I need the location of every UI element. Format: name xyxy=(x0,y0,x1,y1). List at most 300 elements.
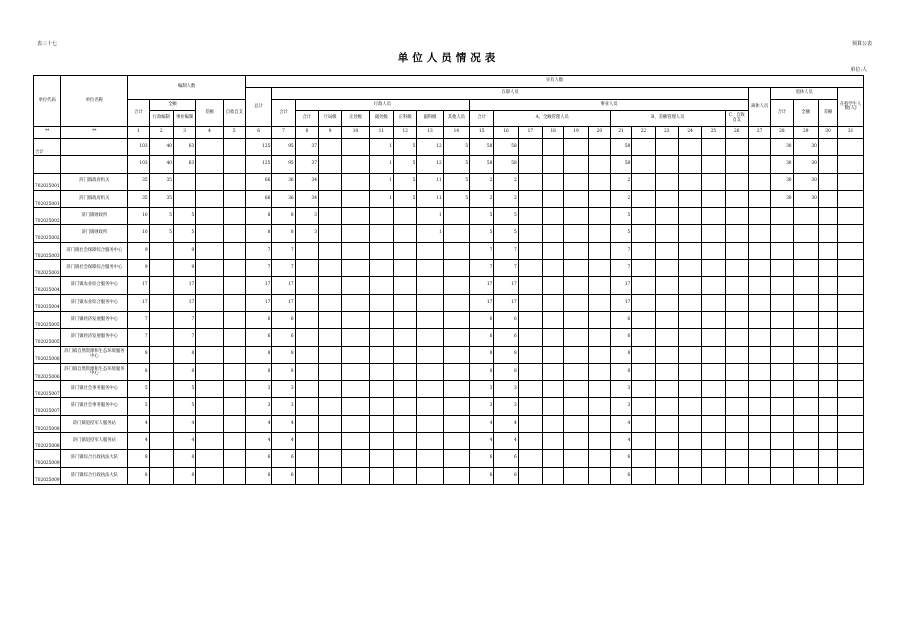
value-cell xyxy=(443,381,469,398)
value-cell xyxy=(838,433,864,450)
table-row xyxy=(34,311,864,328)
header-tingji: 厅局级 xyxy=(318,111,341,127)
value-cell xyxy=(223,433,245,450)
value-cell: 4 xyxy=(245,433,271,450)
value-cell: 17 xyxy=(610,277,631,294)
value-cell xyxy=(443,260,469,277)
value-cell xyxy=(702,242,725,259)
table-row xyxy=(34,450,864,467)
unit-name-cell: 浒门镇自然资源和生态环境服务中心 xyxy=(61,346,128,363)
value-cell: 7 xyxy=(470,242,494,259)
header-fuke: 副科级 xyxy=(417,111,443,127)
table-row xyxy=(34,208,864,225)
header-zhengke: 正科级 xyxy=(394,111,417,127)
value-cell xyxy=(748,363,770,380)
value-cell xyxy=(196,433,223,450)
value-cell xyxy=(564,450,588,467)
value-cell xyxy=(793,208,818,225)
value-cell: 8 xyxy=(245,346,271,363)
value-cell: 3 xyxy=(610,398,631,415)
value-cell xyxy=(543,139,564,156)
value-cell: 5 xyxy=(610,225,631,242)
value-cell xyxy=(838,450,864,467)
header-unit-name: 单位名称 xyxy=(61,76,128,127)
value-cell: 8 xyxy=(173,346,195,363)
value-cell: 8 xyxy=(128,346,149,363)
value-cell xyxy=(318,294,341,311)
value-cell xyxy=(588,139,610,156)
value-cell xyxy=(223,294,245,311)
value-cell xyxy=(564,433,588,450)
value-cell: 7 xyxy=(245,242,271,259)
value-cell xyxy=(702,277,725,294)
column-number: 23 xyxy=(655,127,678,139)
value-cell: 6 xyxy=(470,311,494,328)
value-cell xyxy=(748,190,770,207)
unit-code-cell: 702025002 xyxy=(34,208,61,225)
column-number: 14 xyxy=(443,127,469,139)
value-cell xyxy=(318,450,341,467)
value-cell: 4 xyxy=(173,415,195,432)
value-cell xyxy=(318,139,341,156)
value-cell: 35 xyxy=(149,190,173,207)
unit-name-cell xyxy=(61,156,128,173)
value-cell: 3 xyxy=(470,381,494,398)
value-cell xyxy=(295,363,318,380)
value-cell xyxy=(295,277,318,294)
value-cell xyxy=(748,139,770,156)
value-cell: 12 xyxy=(417,156,443,173)
value-cell: 30 xyxy=(771,173,793,190)
value-cell xyxy=(543,433,564,450)
value-cell xyxy=(588,173,610,190)
value-cell: 5 xyxy=(470,225,494,242)
value-cell xyxy=(793,467,818,484)
value-cell: 9 xyxy=(128,260,149,277)
value-cell xyxy=(342,381,369,398)
value-cell xyxy=(196,381,223,398)
value-cell: 8 xyxy=(245,225,271,242)
value-cell xyxy=(564,346,588,363)
value-cell: 7 xyxy=(173,311,195,328)
unit-code-cell: 702025007 xyxy=(34,381,61,398)
value-cell xyxy=(518,208,542,225)
header-zz-heji: 合计 xyxy=(272,100,295,127)
value-cell: 6 xyxy=(245,329,271,346)
value-cell xyxy=(838,173,864,190)
value-cell xyxy=(702,156,725,173)
value-cell: 7 xyxy=(494,260,518,277)
value-cell xyxy=(771,398,793,415)
value-cell xyxy=(196,329,223,346)
value-cell xyxy=(771,242,793,259)
value-cell xyxy=(518,156,542,173)
value-cell: 30 xyxy=(793,139,818,156)
value-cell xyxy=(702,139,725,156)
value-cell xyxy=(342,433,369,450)
value-cell: 66 xyxy=(245,190,271,207)
value-cell xyxy=(793,329,818,346)
value-cell: 35 xyxy=(149,173,173,190)
unit-name-cell: 浒门镇综合行政执法大队 xyxy=(61,467,128,484)
value-cell xyxy=(342,294,369,311)
table-row xyxy=(34,467,864,484)
value-cell: 17 xyxy=(173,294,195,311)
value-cell: 125 xyxy=(245,139,271,156)
value-cell: 5 xyxy=(470,208,494,225)
value-cell: 4 xyxy=(272,415,295,432)
value-cell xyxy=(564,242,588,259)
value-cell: 1 xyxy=(369,156,393,173)
value-cell: 5 xyxy=(173,208,195,225)
value-cell xyxy=(655,398,678,415)
value-cell xyxy=(342,363,369,380)
column-number: 20 xyxy=(588,127,610,139)
header-zaizhi: 在职人员 xyxy=(272,88,749,100)
value-cell: 8 xyxy=(128,467,149,484)
column-number: 6 xyxy=(245,127,271,139)
value-cell xyxy=(518,450,542,467)
value-cell xyxy=(702,173,725,190)
value-cell xyxy=(417,260,443,277)
value-cell: 5 xyxy=(443,139,469,156)
page-title: 单位人员情况表 xyxy=(397,52,500,64)
value-cell xyxy=(295,346,318,363)
value-cell xyxy=(818,398,837,415)
value-cell: 5 xyxy=(149,208,173,225)
value-cell: 2 xyxy=(494,190,518,207)
value-cell xyxy=(632,190,655,207)
value-cell xyxy=(678,450,701,467)
value-cell xyxy=(725,190,748,207)
value-cell: 5 xyxy=(494,208,518,225)
value-cell xyxy=(342,242,369,259)
value-cell xyxy=(838,190,864,207)
value-cell: 36 xyxy=(272,173,295,190)
table-row xyxy=(34,415,864,432)
value-cell xyxy=(149,242,173,259)
column-number: 16 xyxy=(494,127,518,139)
value-cell xyxy=(543,190,564,207)
value-cell xyxy=(655,329,678,346)
value-cell xyxy=(318,190,341,207)
value-cell xyxy=(632,329,655,346)
value-cell: 8 xyxy=(173,363,195,380)
value-cell xyxy=(394,346,417,363)
value-cell xyxy=(771,381,793,398)
column-number: 17 xyxy=(518,127,542,139)
value-cell xyxy=(818,277,837,294)
value-cell: 6 xyxy=(245,450,271,467)
value-cell: 1 xyxy=(369,173,393,190)
value-cell xyxy=(748,415,770,432)
column-number: 22 xyxy=(632,127,655,139)
value-cell xyxy=(318,277,341,294)
value-cell xyxy=(748,225,770,242)
value-cell xyxy=(564,173,588,190)
value-cell xyxy=(149,450,173,467)
value-cell xyxy=(748,173,770,190)
value-cell: 30 xyxy=(771,190,793,207)
header-zhengchu: 正处级 xyxy=(342,111,369,127)
value-cell xyxy=(173,173,195,190)
value-cell xyxy=(748,433,770,450)
value-cell xyxy=(149,311,173,328)
value-cell xyxy=(417,433,443,450)
value-cell: 3 xyxy=(272,381,295,398)
value-cell xyxy=(678,277,701,294)
value-cell: 6 xyxy=(470,467,494,484)
value-cell xyxy=(678,346,701,363)
value-cell xyxy=(543,450,564,467)
value-cell xyxy=(394,398,417,415)
value-cell xyxy=(443,346,469,363)
column-number: 8 xyxy=(295,127,318,139)
value-cell xyxy=(196,139,223,156)
header-quane: 全额 xyxy=(149,100,196,111)
value-cell: 9 xyxy=(128,242,149,259)
value-cell: 1 xyxy=(369,190,393,207)
value-cell: 37 xyxy=(295,139,318,156)
value-cell xyxy=(725,311,748,328)
value-cell xyxy=(543,294,564,311)
value-cell: 58 xyxy=(470,139,494,156)
value-cell: 40 xyxy=(149,156,173,173)
value-cell xyxy=(818,260,837,277)
value-cell: 5 xyxy=(128,381,149,398)
value-cell xyxy=(543,329,564,346)
value-cell xyxy=(771,415,793,432)
value-cell: 17 xyxy=(173,277,195,294)
value-cell xyxy=(342,415,369,432)
value-cell xyxy=(748,450,770,467)
value-cell xyxy=(632,173,655,190)
unit-code-cell: 702025006 xyxy=(34,363,61,380)
value-cell xyxy=(632,294,655,311)
value-cell xyxy=(725,467,748,484)
value-cell xyxy=(748,329,770,346)
value-cell xyxy=(223,415,245,432)
value-cell xyxy=(748,381,770,398)
value-cell xyxy=(443,415,469,432)
table-row xyxy=(34,398,864,415)
value-cell: 58 xyxy=(470,156,494,173)
value-cell xyxy=(564,294,588,311)
column-number: ** xyxy=(34,127,61,139)
value-cell xyxy=(443,363,469,380)
value-cell xyxy=(632,415,655,432)
value-cell xyxy=(588,260,610,277)
value-cell xyxy=(196,398,223,415)
column-number-row xyxy=(34,127,864,139)
value-cell: 5 xyxy=(443,156,469,173)
value-cell xyxy=(394,242,417,259)
value-cell: 5 xyxy=(128,398,149,415)
value-cell xyxy=(543,260,564,277)
column-number: 2 xyxy=(149,127,173,139)
value-cell xyxy=(394,450,417,467)
value-cell xyxy=(443,208,469,225)
value-cell: 17 xyxy=(470,294,494,311)
value-cell xyxy=(417,381,443,398)
value-cell: 17 xyxy=(494,294,518,311)
value-cell xyxy=(543,208,564,225)
table-number: 表三十七 xyxy=(37,41,58,47)
table-row xyxy=(34,329,864,346)
value-cell xyxy=(678,415,701,432)
value-cell xyxy=(223,225,245,242)
value-cell xyxy=(318,433,341,450)
value-cell xyxy=(632,277,655,294)
value-cell xyxy=(588,381,610,398)
value-cell xyxy=(196,208,223,225)
value-cell: 6 xyxy=(272,311,295,328)
value-cell xyxy=(771,294,793,311)
value-cell: 8 xyxy=(470,363,494,380)
table-row xyxy=(34,433,864,450)
value-cell xyxy=(771,346,793,363)
value-cell xyxy=(318,381,341,398)
value-cell xyxy=(702,225,725,242)
column-number: 26 xyxy=(725,127,748,139)
value-cell xyxy=(655,311,678,328)
unit-name-cell xyxy=(61,139,128,156)
value-cell: 6 xyxy=(470,329,494,346)
value-cell: 63 xyxy=(173,139,195,156)
value-cell: 7 xyxy=(494,242,518,259)
value-cell: 6 xyxy=(272,450,295,467)
value-cell: 1 xyxy=(369,139,393,156)
value-cell: 5 xyxy=(443,173,469,190)
value-cell: 34 xyxy=(295,173,318,190)
value-cell xyxy=(518,398,542,415)
value-cell xyxy=(725,277,748,294)
value-cell xyxy=(725,450,748,467)
value-cell xyxy=(394,433,417,450)
value-cell xyxy=(196,277,223,294)
value-cell: 6 xyxy=(610,450,631,467)
value-cell xyxy=(838,363,864,380)
budget-label: 预算公表 xyxy=(851,41,872,47)
value-cell xyxy=(588,208,610,225)
value-cell xyxy=(818,363,837,380)
unit-code-cell: 702025004 xyxy=(34,277,61,294)
value-cell xyxy=(223,242,245,259)
value-cell xyxy=(818,346,837,363)
value-cell: 5 xyxy=(173,225,195,242)
unit-name-cell: 浒门镇退役军人服务站 xyxy=(61,433,128,450)
value-cell xyxy=(564,208,588,225)
value-cell xyxy=(748,398,770,415)
value-cell xyxy=(838,398,864,415)
unit-name-cell: 浒门镇社会事务服务中心 xyxy=(61,398,128,415)
unit-code-cell: 702025002 xyxy=(34,225,61,242)
value-cell xyxy=(838,225,864,242)
column-number: 5 xyxy=(223,127,245,139)
value-cell: 5 xyxy=(149,225,173,242)
value-cell xyxy=(394,415,417,432)
value-cell xyxy=(223,363,245,380)
value-cell xyxy=(342,208,369,225)
value-cell xyxy=(342,450,369,467)
value-cell xyxy=(748,156,770,173)
value-cell: 8 xyxy=(173,450,195,467)
unit-name-cell: 浒门镇政府机关 xyxy=(61,190,128,207)
value-cell xyxy=(149,467,173,484)
unit-code-cell: 合计 xyxy=(34,139,61,156)
value-cell xyxy=(223,311,245,328)
value-cell: 4 xyxy=(128,433,149,450)
value-cell xyxy=(394,467,417,484)
value-cell xyxy=(588,415,610,432)
value-cell xyxy=(564,311,588,328)
value-cell xyxy=(543,277,564,294)
value-cell xyxy=(632,433,655,450)
value-cell: 2 xyxy=(470,190,494,207)
value-cell: 7 xyxy=(245,260,271,277)
value-cell xyxy=(793,294,818,311)
value-cell: 6 xyxy=(245,467,271,484)
value-cell xyxy=(543,346,564,363)
value-cell xyxy=(196,173,223,190)
value-cell: 8 xyxy=(494,363,518,380)
value-cell xyxy=(223,190,245,207)
value-cell xyxy=(678,260,701,277)
value-cell: 95 xyxy=(272,139,295,156)
value-cell xyxy=(678,173,701,190)
value-cell: 5 xyxy=(394,173,417,190)
value-cell xyxy=(748,277,770,294)
value-cell xyxy=(725,242,748,259)
unit-code-cell: 702025001 xyxy=(34,190,61,207)
table-row xyxy=(34,190,864,207)
value-cell xyxy=(196,260,223,277)
value-cell: 63 xyxy=(173,156,195,173)
value-cell xyxy=(417,242,443,259)
value-cell: 37 xyxy=(295,156,318,173)
value-cell xyxy=(588,156,610,173)
value-cell: 30 xyxy=(793,156,818,173)
unit-name-cell: 浒门镇农业综合服务中心 xyxy=(61,294,128,311)
value-cell xyxy=(149,433,173,450)
value-cell xyxy=(655,156,678,173)
header-sy-heji: 合计 xyxy=(470,111,494,127)
value-cell xyxy=(342,346,369,363)
value-cell: 4 xyxy=(470,433,494,450)
value-cell xyxy=(369,415,393,432)
value-cell xyxy=(318,415,341,432)
value-cell xyxy=(632,242,655,259)
value-cell xyxy=(417,346,443,363)
value-cell: 10 xyxy=(128,208,149,225)
value-cell xyxy=(793,363,818,380)
value-cell: 9 xyxy=(173,260,195,277)
value-cell xyxy=(564,139,588,156)
table-row xyxy=(34,260,864,277)
value-cell xyxy=(655,346,678,363)
value-cell: 4 xyxy=(610,433,631,450)
unit-name-cell: 浒门镇自然资源和生态环境服务中心 xyxy=(61,363,128,380)
value-cell xyxy=(543,381,564,398)
value-cell xyxy=(518,467,542,484)
value-cell: 8 xyxy=(470,346,494,363)
value-cell xyxy=(748,242,770,259)
value-cell xyxy=(394,311,417,328)
value-cell xyxy=(443,311,469,328)
value-cell xyxy=(588,467,610,484)
value-cell xyxy=(632,467,655,484)
unit-name-cell: 浒门镇财政所 xyxy=(61,225,128,242)
